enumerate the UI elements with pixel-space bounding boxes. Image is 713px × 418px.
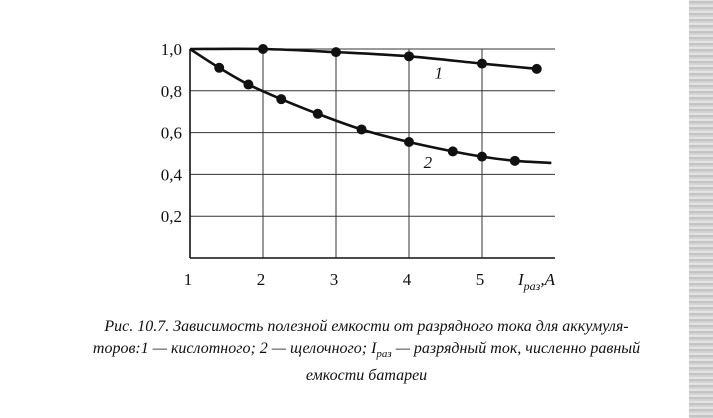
data-point — [532, 64, 542, 74]
data-point — [404, 137, 414, 147]
curve-label-2: 2 — [423, 153, 433, 173]
data-point — [510, 156, 520, 166]
data-point — [214, 63, 224, 73]
data-point — [477, 152, 487, 162]
y-tick-label: 1,0 — [160, 40, 182, 59]
data-point — [404, 51, 414, 61]
scan-edge-shading — [689, 0, 713, 418]
x-tick-label: 4 — [402, 270, 412, 289]
caption-line-2 — [20, 338, 713, 365]
x-tick-labels — [184, 270, 485, 289]
y-tick-label: 0,2 — [160, 207, 182, 227]
caption-line-2-sub: раз — [376, 348, 392, 361]
caption-line-3: емкости батареи — [305, 367, 428, 385]
chart-grid — [190, 49, 555, 258]
y-tick-label: 0,6 — [160, 123, 182, 143]
data-point — [448, 146, 458, 156]
curve-label-1: 1 — [434, 63, 444, 83]
data-point — [276, 94, 286, 104]
y-tick-label: 0,4 — [160, 165, 182, 185]
caption-line-2-a: торов:1 — кислотного; 2 — щелочного; — [92, 340, 372, 357]
data-point — [313, 109, 323, 119]
chart-series — [190, 44, 551, 172]
chart-axes — [190, 49, 555, 258]
data-point — [477, 59, 487, 69]
figure-caption — [20, 316, 713, 387]
x-tick-label: 5 — [475, 270, 485, 289]
series-2 — [190, 49, 551, 166]
data-point — [258, 44, 268, 54]
caption-line-2-b: — разрядный ток, численно равный — [391, 340, 641, 357]
x-axis-label-sub: раз — [523, 279, 541, 293]
caption-line-1: Рис. 10.7. Зависимость полезной емкости от разрядного тока для аккумуля- — [104, 318, 629, 335]
data-point — [357, 124, 367, 134]
series-1 — [190, 44, 542, 74]
x-axis-label-unit: ,A — [540, 270, 555, 289]
caption-line-2-i: I — [371, 340, 377, 357]
x-tick-label: 2 — [256, 270, 266, 289]
data-point — [331, 47, 341, 57]
data-point — [243, 80, 253, 90]
y-tick-labels — [161, 40, 183, 226]
x-tick-label: 3 — [329, 270, 339, 289]
y-tick-label: 0,8 — [160, 81, 182, 101]
x-axis-label — [517, 270, 556, 293]
x-tick-label: 1 — [183, 270, 193, 289]
x-axis-label-main: I — [518, 270, 524, 289]
